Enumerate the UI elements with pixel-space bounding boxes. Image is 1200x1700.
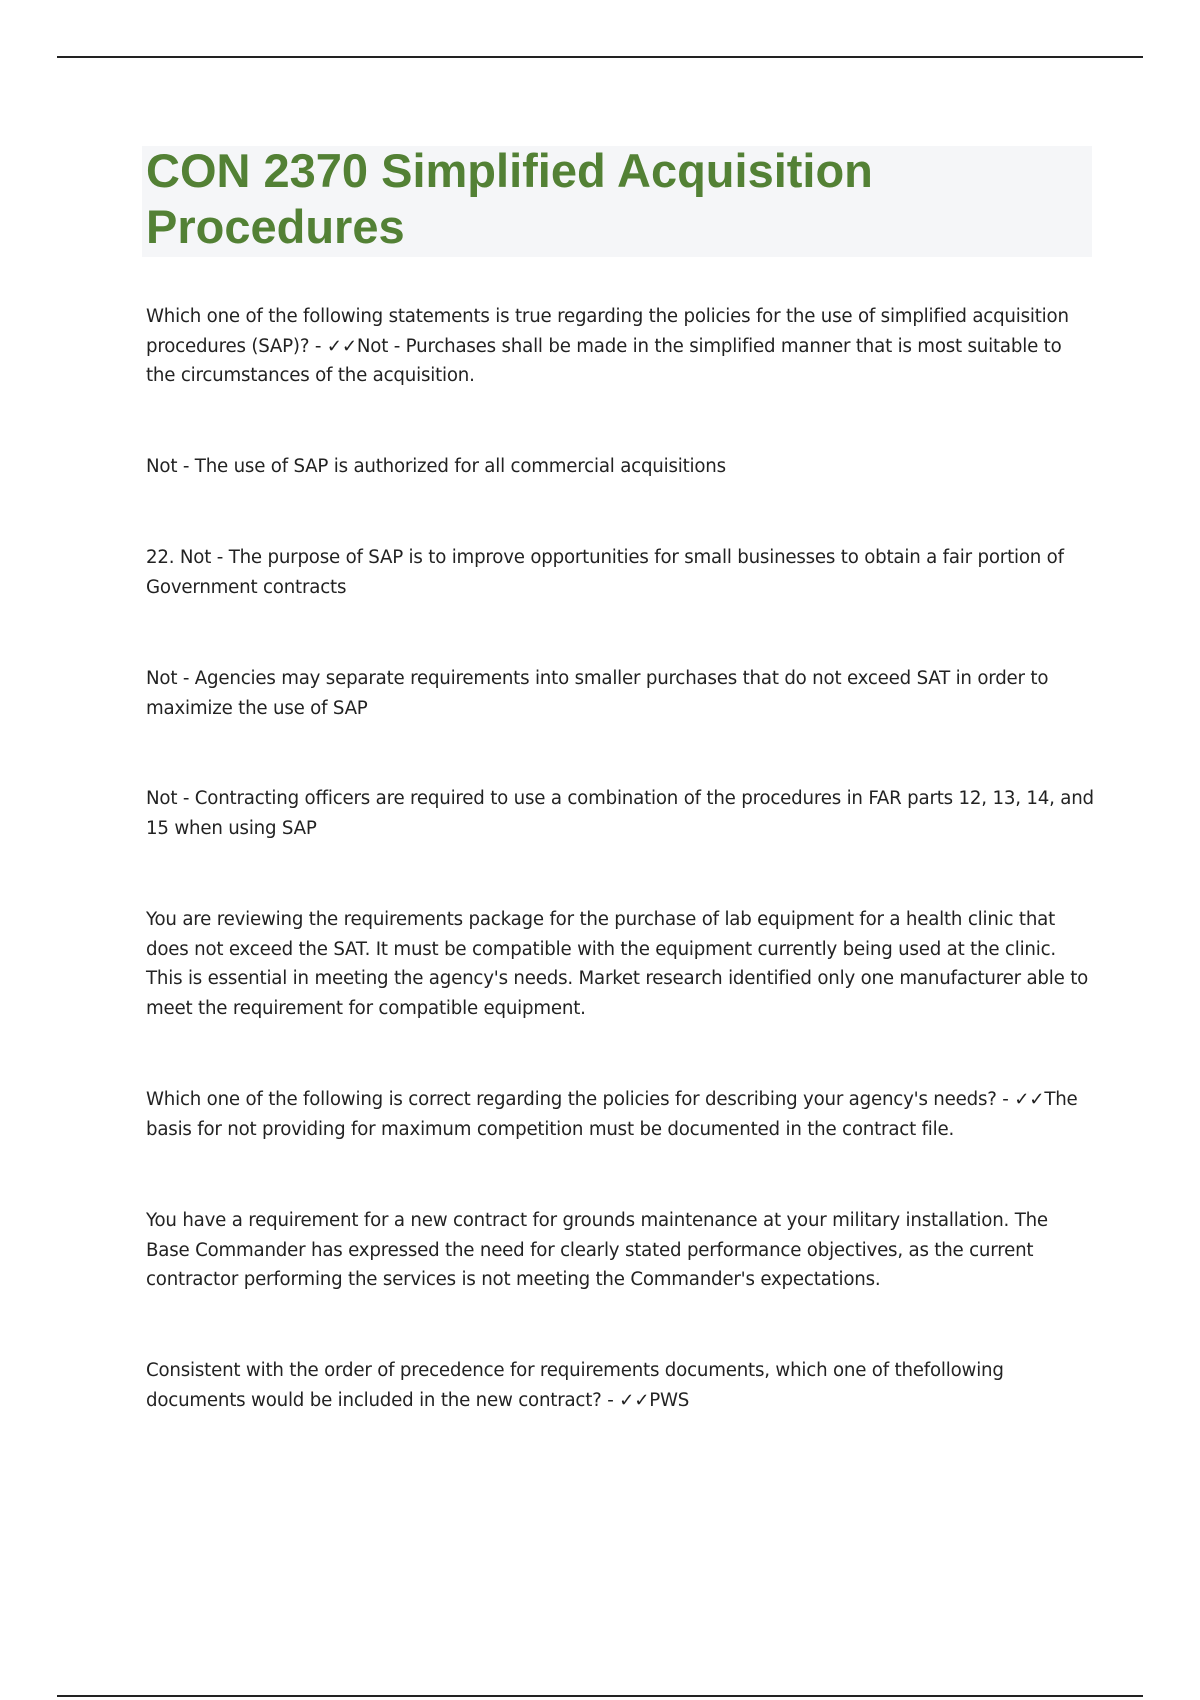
question-2-prompt: Which one of the following is correct regarding the policies for describing your agency's needs? - (146, 1089, 1015, 1110)
paragraph-4: Not - Agencies may separate requirements into smaller purchases that do not exceed SAT in order to maximize the use of SAP (146, 668, 1049, 719)
paragraph-3: 22. Not - The purpose of SAP is to improve opportunities for small businesses to obtain a fair portion of Government contracts (146, 547, 1064, 598)
question-1-prompt: Which one of the following statements is true regarding the policies for the use of simplified acquisition procedures (SAP)? - (146, 306, 1069, 357)
paragraph-5: Not - Contracting officers are required to use a combination of the procedures in FAR parts 12, 13, 14, and 15 when using SAP (146, 788, 1094, 839)
bottom-rule (57, 1695, 1143, 1697)
paragraph-8: You have a requirement for a new contract for grounds maintenance at your military installation. The Base Commander has expressed the need for clearly stated performance objectives, as the current contractor performing the services is not meeting the Commander's expectations. (146, 1210, 1048, 1290)
question-2-answer: The basis for not providing for maximum competition must be documented in the contract file. (146, 1089, 1078, 1140)
paragraph-6: You are reviewing the requirements package for the purchase of lab equipment for a health clinic that does not exceed the SAT. It must be compatible with the equipment currently being used at the clinic. This is essential in meeting the agency's needs. Market research identified only one manufacturer able to meet the requirement for compatible equipment. (146, 909, 1089, 1019)
question-3-prompt: Consistent with the order of precedence for requirements documents, which one of thefollowing documents would be included in the new contract? - (146, 1360, 1004, 1411)
question-1 (146, 302, 1096, 391)
check-mark-icon: ✓✓ (326, 335, 357, 357)
question-3 (146, 1356, 1096, 1415)
question-1-answer: Not - Purchases shall be made in the simplified manner that is most suitable to the circumstances of the acquisition. (146, 335, 1062, 386)
top-rule (57, 56, 1143, 58)
paragraph-2: Not - The use of SAP is authorized for all commercial acquisitions (146, 456, 726, 477)
question-2 (146, 1085, 1096, 1144)
check-mark-icon: ✓✓ (1014, 1089, 1045, 1110)
document-title: CON 2370 Simplified Acquisition Procedures (146, 144, 873, 253)
check-mark-icon: ✓✓ (619, 1389, 650, 1411)
question-3-answer: PWS (649, 1389, 690, 1411)
